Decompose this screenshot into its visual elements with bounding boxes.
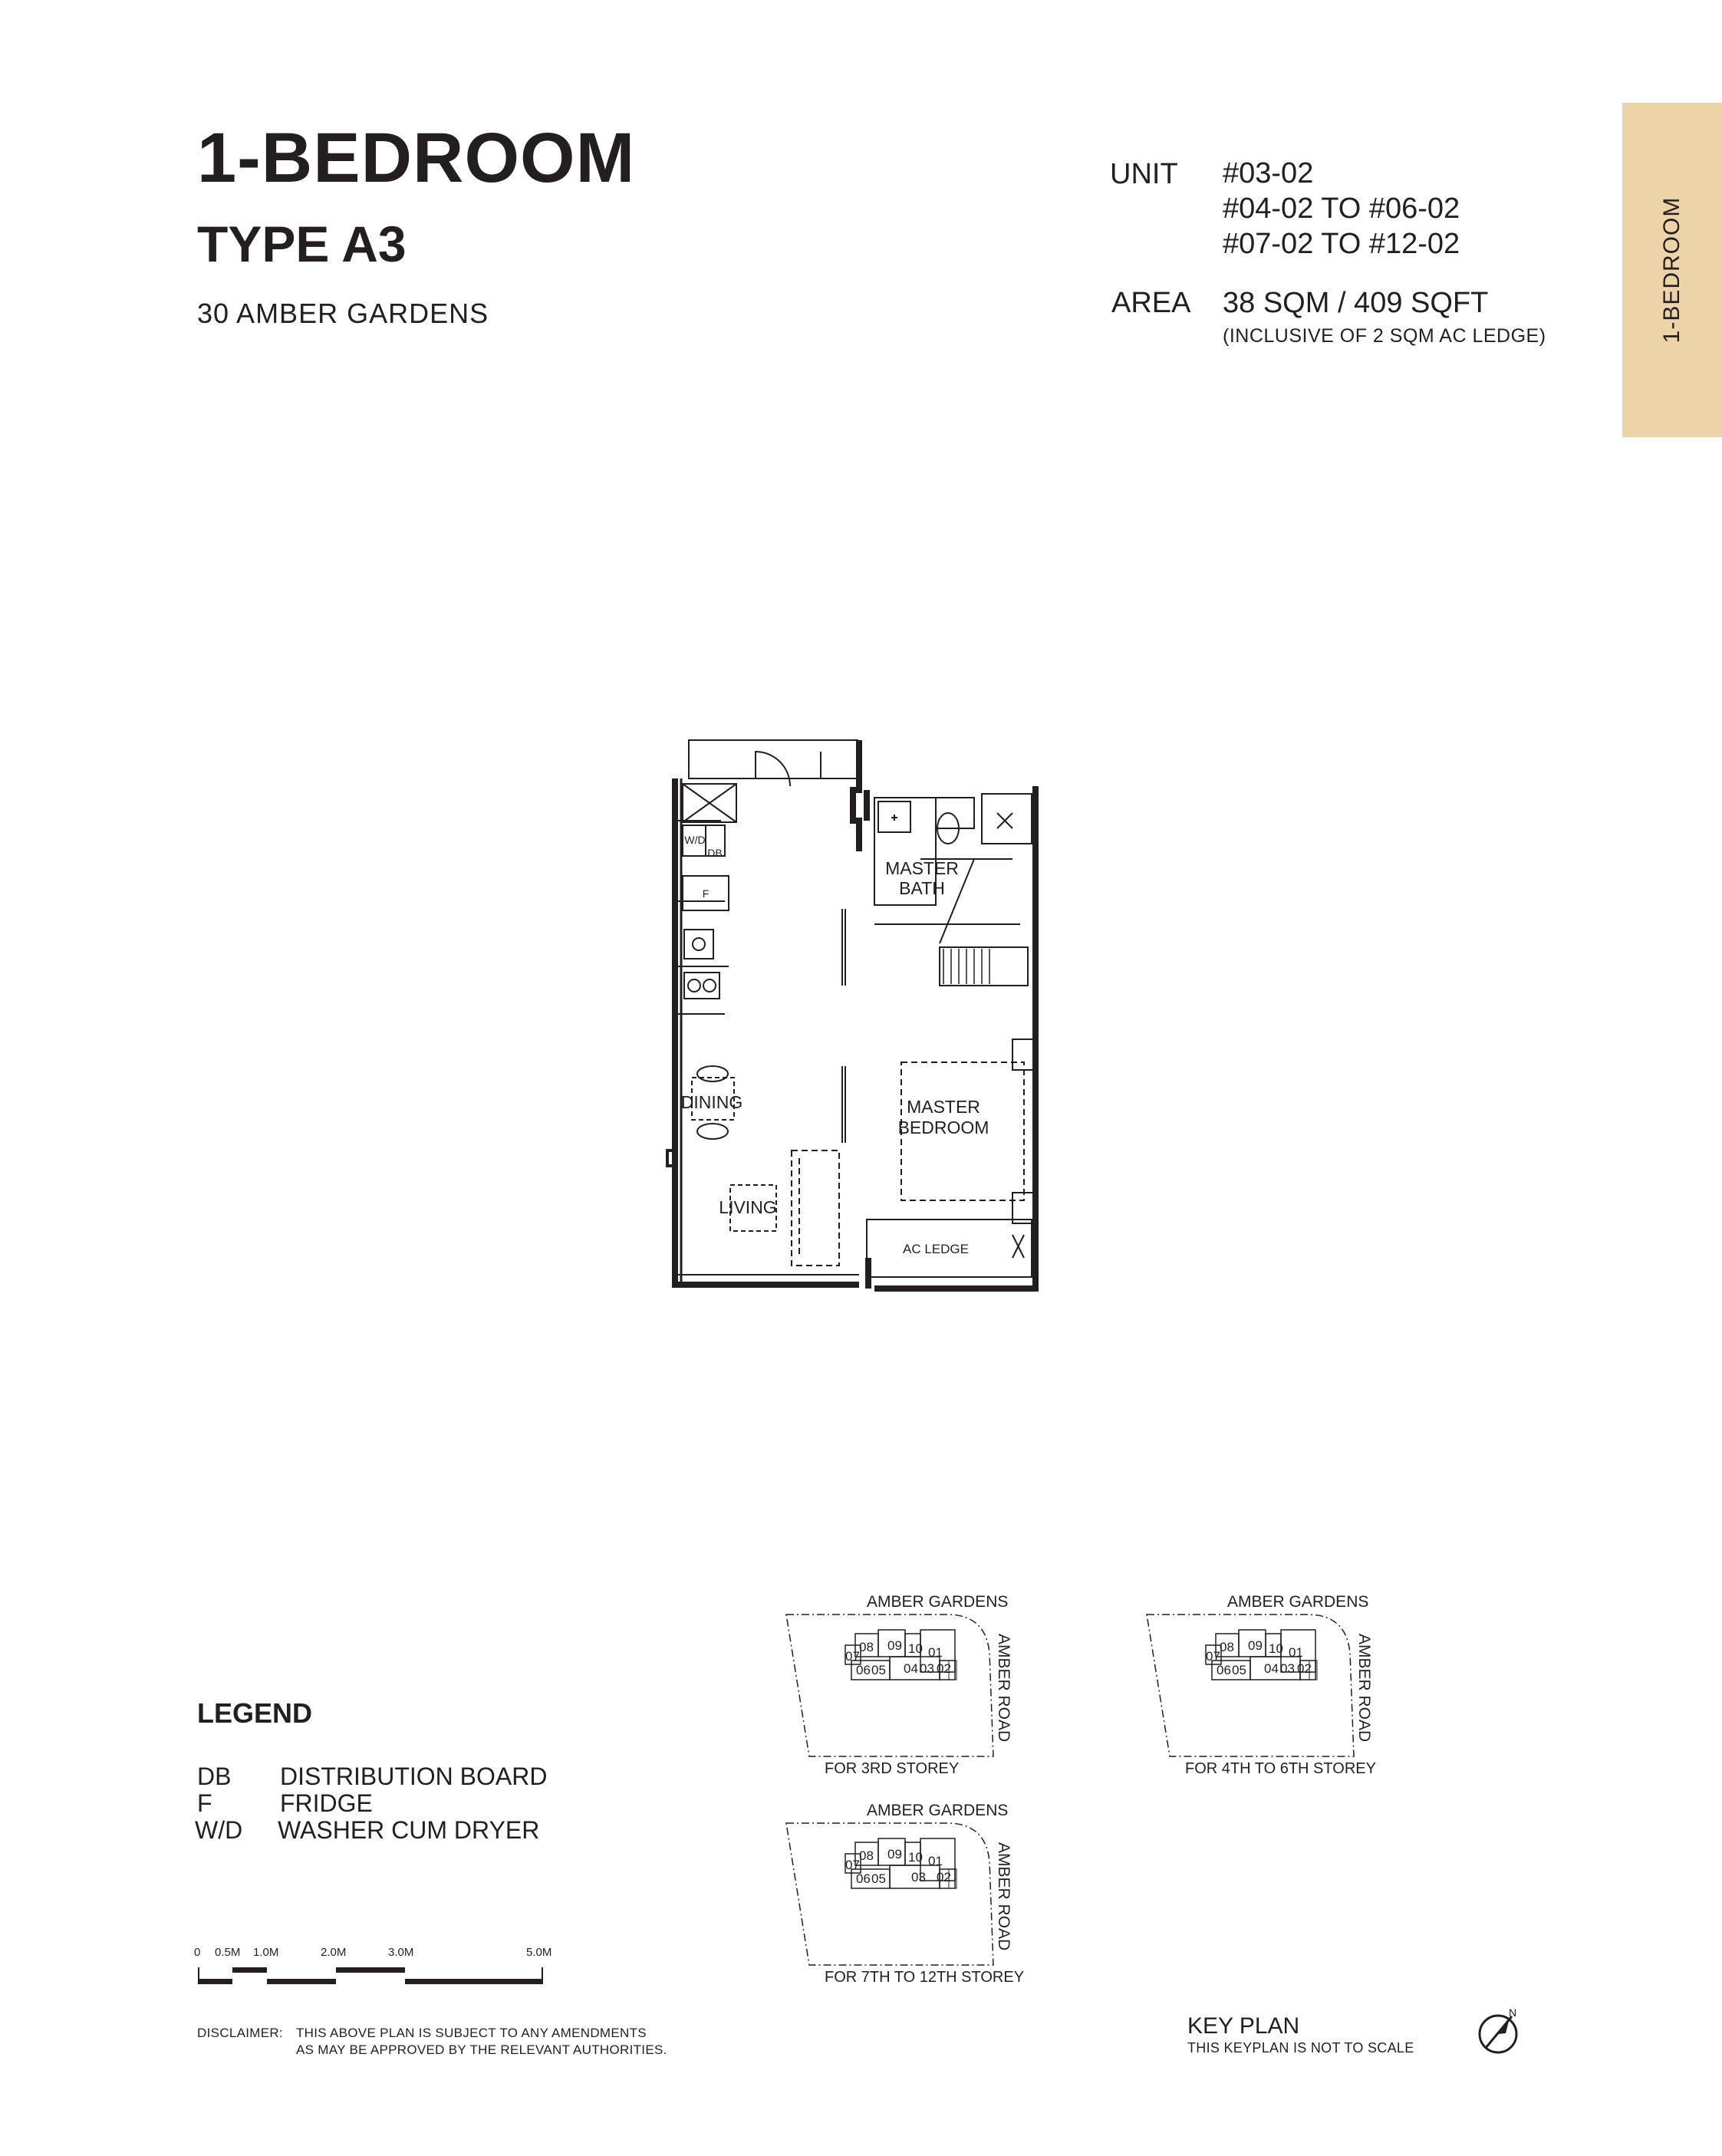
key-plan-title: KEY PLAN xyxy=(1187,2013,1300,2039)
key-plan-unit: 01 xyxy=(928,1854,943,1868)
north-arrow-icon xyxy=(1477,2006,1523,2056)
key-plan-unit: 06 xyxy=(856,1663,871,1677)
area-label: AREA xyxy=(1111,287,1191,319)
area-note: (INCLUSIVE OF 2 SQM AC LEDGE) xyxy=(1223,325,1546,347)
scale-tick: 1.0M xyxy=(253,1946,279,1959)
disclaimer-text xyxy=(296,2025,667,2059)
key-plan-unit: 09 xyxy=(1248,1638,1263,1653)
key-plans xyxy=(775,1591,1549,2013)
room-label-living: LIVING xyxy=(719,1197,777,1217)
unit-label: UNIT xyxy=(1110,158,1178,190)
key-plan-unit: 02 xyxy=(937,1661,951,1676)
key-plan-unit: 02 xyxy=(937,1870,951,1884)
key-plan-unit: 08 xyxy=(859,1640,874,1654)
key-plan-unit: 03 xyxy=(1280,1661,1295,1676)
legend-code: W/D xyxy=(195,1816,243,1844)
key-plan-unit: 04 xyxy=(904,1661,918,1676)
room-label-master-bath: MASTER xyxy=(885,858,959,878)
key-plan-unit: 10 xyxy=(1269,1641,1283,1656)
room-label-master-bedroom: MASTER xyxy=(907,1097,980,1117)
north-label: N xyxy=(1509,2006,1517,2019)
legend-desc: WASHER CUM DRYER xyxy=(278,1816,540,1844)
key-plan-unit: 10 xyxy=(908,1850,923,1865)
key-plan-street-side: AMBER ROAD xyxy=(995,1842,1012,1951)
key-plan-unit: 09 xyxy=(887,1638,902,1653)
room-label-master-bedroom: BEDROOM xyxy=(897,1117,989,1137)
label-fridge: F xyxy=(702,887,710,900)
key-plan-unit: 08 xyxy=(859,1848,874,1863)
unit-number: #04-02 TO #06-02 xyxy=(1223,193,1460,225)
key-plan-unit: 06 xyxy=(856,1871,871,1886)
label-db: DB xyxy=(707,847,723,859)
key-plan-unit: 10 xyxy=(908,1641,923,1656)
plan-title: 1-BEDROOM xyxy=(197,119,636,197)
disclaimer-line: AS MAY BE APPROVED BY THE RELEVANT AUTHORITIES. xyxy=(296,2042,667,2057)
scale-tick: 5.0M xyxy=(526,1946,552,1959)
key-plan-unit: 06 xyxy=(1217,1663,1231,1677)
scale-tick: 0.5M xyxy=(215,1946,241,1959)
room-label-ac-ledge: AC LEDGE xyxy=(903,1242,969,1256)
label-wd: W/D xyxy=(684,834,706,846)
unit-number: #03-02 xyxy=(1223,157,1314,189)
key-plan-unit: 01 xyxy=(1289,1645,1303,1660)
key-plan-unit: 09 xyxy=(887,1847,902,1861)
key-plan-caption: FOR 7TH TO 12TH STOREY xyxy=(825,1969,1025,1986)
scale-tick: 3.0M xyxy=(388,1946,414,1959)
project-name: 30 AMBER GARDENS xyxy=(197,298,489,329)
unit-number: #07-02 TO #12-02 xyxy=(1223,228,1460,260)
key-plan-unit: 07 xyxy=(1206,1649,1220,1664)
key-plan-unit: 08 xyxy=(1220,1640,1234,1654)
key-plan-unit: 01 xyxy=(928,1645,943,1660)
key-plan-unit: 05 xyxy=(1232,1663,1246,1677)
disclaimer-line: THIS ABOVE PLAN IS SUBJECT TO ANY AMENDMENTS xyxy=(296,2026,647,2040)
key-plan-unit: 04 xyxy=(1264,1661,1279,1676)
scale-tick: 0 xyxy=(194,1946,201,1959)
key-plan-unit: 02 xyxy=(1297,1661,1312,1676)
room-label-dining: DINING xyxy=(680,1092,743,1112)
side-tab xyxy=(1622,103,1722,437)
room-label-master-bath: BATH xyxy=(899,878,945,898)
legend-desc: FRIDGE xyxy=(280,1789,373,1817)
key-plan-unit: 07 xyxy=(845,1858,860,1872)
legend-code: F xyxy=(197,1789,212,1817)
scale-bar xyxy=(192,1940,560,1994)
key-plan-street-top: AMBER GARDENS xyxy=(867,1593,1009,1611)
disclaimer-label: DISCLAIMER: xyxy=(197,2026,283,2040)
area-value: 38 SQM / 409 SQFT xyxy=(1223,287,1489,319)
key-plan-note: THIS KEYPLAN IS NOT TO SCALE xyxy=(1187,2040,1414,2056)
unit-list xyxy=(1223,156,1460,262)
key-plan-caption: FOR 3RD STOREY xyxy=(825,1760,960,1777)
scale-tick: 2.0M xyxy=(321,1946,347,1959)
key-plan-street-top: AMBER GARDENS xyxy=(867,1802,1009,1819)
key-plan-unit: 05 xyxy=(871,1871,886,1886)
key-plan-street-top: AMBER GARDENS xyxy=(1227,1593,1369,1611)
side-tab-label: 1-BEDROOM xyxy=(1659,196,1684,344)
key-plan-unit: 05 xyxy=(871,1663,886,1677)
legend-title: LEGEND xyxy=(197,1697,313,1729)
legend-desc: DISTRIBUTION BOARD xyxy=(280,1763,548,1790)
floor-plan xyxy=(644,729,1074,1296)
key-plan-unit: 03 xyxy=(920,1661,934,1676)
key-plan-unit: 03 xyxy=(911,1870,926,1884)
legend-code: DB xyxy=(197,1763,232,1790)
unit-type: TYPE A3 xyxy=(197,216,407,272)
key-plan-caption: FOR 4TH TO 6TH STOREY xyxy=(1185,1760,1376,1777)
key-plan-street-side: AMBER ROAD xyxy=(1355,1634,1373,1743)
key-plan-street-side: AMBER ROAD xyxy=(995,1634,1012,1743)
key-plan-unit: 07 xyxy=(845,1649,860,1664)
